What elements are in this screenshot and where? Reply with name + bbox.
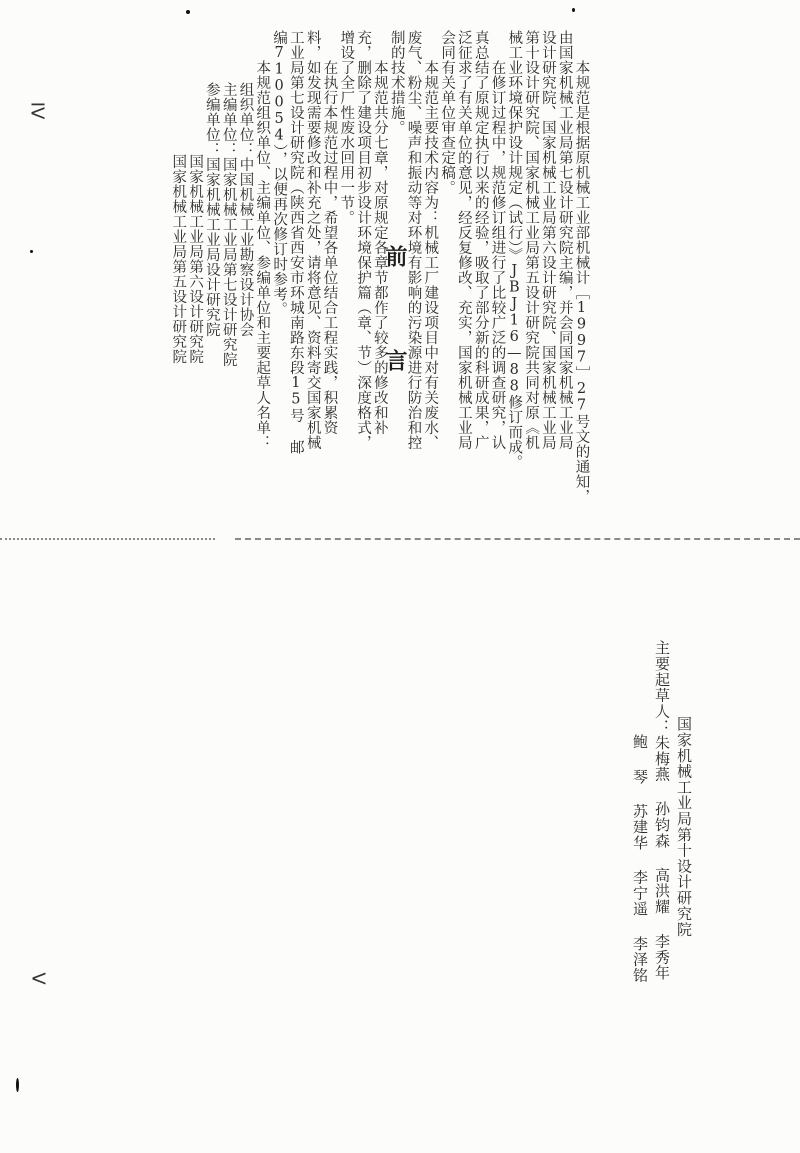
preface-line: 国家机械工业局第六设计研究院 xyxy=(187,154,204,364)
page-number-left: IV xyxy=(26,101,48,120)
drafter-line: 国家机械工业局第十设计研究院 xyxy=(675,716,693,938)
preface-line: 本规范是根据原机械工业部机械计［1997］27号文的通知， xyxy=(573,60,590,504)
page-fold-line xyxy=(235,538,800,540)
page-number-right: V xyxy=(27,972,49,985)
preface-line: 真总结了原规定执行以来的经验，吸取了部分新的科研成果，广 xyxy=(472,30,489,450)
preface-line: 会同有关单位审查定稿。 xyxy=(439,30,456,195)
preface-line: 第十设计研究院、国家机械工业局第五设计研究院共同对原《机 xyxy=(523,30,540,450)
preface-line: 充，删除了建设项目初步设计环境保护篇（章、节）深度格式， xyxy=(355,30,372,450)
preface-line: 本规范共分七章，对原规定各章节都作了较多的修改和补 xyxy=(371,60,388,435)
page-fold-line xyxy=(0,538,215,540)
drafter-line: 主要起草人：朱梅燕 孙钧森 高洪耀 李秀年 xyxy=(653,640,671,981)
scan-speck xyxy=(30,250,33,253)
preface-line: 参编单位：国家机械工业局设计研究院 xyxy=(203,82,220,337)
preface-line: 制的技术措施。 xyxy=(388,30,405,135)
preface-line: 工业局第七设计研究院（陕西省西安市环城南路东段15号 邮 xyxy=(287,30,304,455)
preface-line: 料，如发现需要修改和补充之处，请将意见、资料寄交国家机械 xyxy=(304,30,321,450)
preface-line: 增设了全厂性废水回用一节。 xyxy=(338,30,355,225)
scan-speck xyxy=(16,1078,19,1092)
preface-line: 国家机械工业局第五设计研究院 xyxy=(170,154,187,364)
preface-line: 在执行本规范过程中，希望各单位结合工程实践，积累资 xyxy=(321,60,338,435)
preface-line: 废气、粉尘、噪声和振动等对环境有影响的污染源进行防治和控 xyxy=(405,30,422,450)
preface-line: 组织单位：中国机械工业勘察设计协会 xyxy=(237,82,254,337)
preface-line: 编710054），以便再次修订时参考。 xyxy=(271,30,288,317)
preface-line: 在修订过程中，规范修订组进行了比较广泛的调查研究，认 xyxy=(489,60,506,450)
preface-line: 本规范组织单位、主编单位、参编单位和主要起草人名单： xyxy=(254,60,271,450)
page-title: 前 言 xyxy=(382,245,408,399)
scan-speck xyxy=(572,8,575,12)
preface-line: 泛征求了有关单位的意见，经反复修改、充实，国家机械工业局 xyxy=(455,30,472,450)
preface-line: 设计研究院、国家机械工业局第六设计研究院、国家机械工业局 xyxy=(539,30,556,450)
drafter-line: 鲍 琴 苏建华 李宁遥 李泽铭 xyxy=(631,734,649,983)
preface-line: 械工业环境保护设计规定（试行）》JBJ16—88修订而成。 xyxy=(506,30,523,470)
preface-line: 主编单位：国家机械工业局第七设计研究院 xyxy=(220,82,237,367)
scan-speck xyxy=(186,10,190,14)
preface-line: 由国家机械工业局第七设计研究院主编，并会同国家机械工业局 xyxy=(556,30,573,450)
preface-line: 本规范主要技术内容为：机械工厂建设项目中对有关废水、 xyxy=(422,60,439,450)
